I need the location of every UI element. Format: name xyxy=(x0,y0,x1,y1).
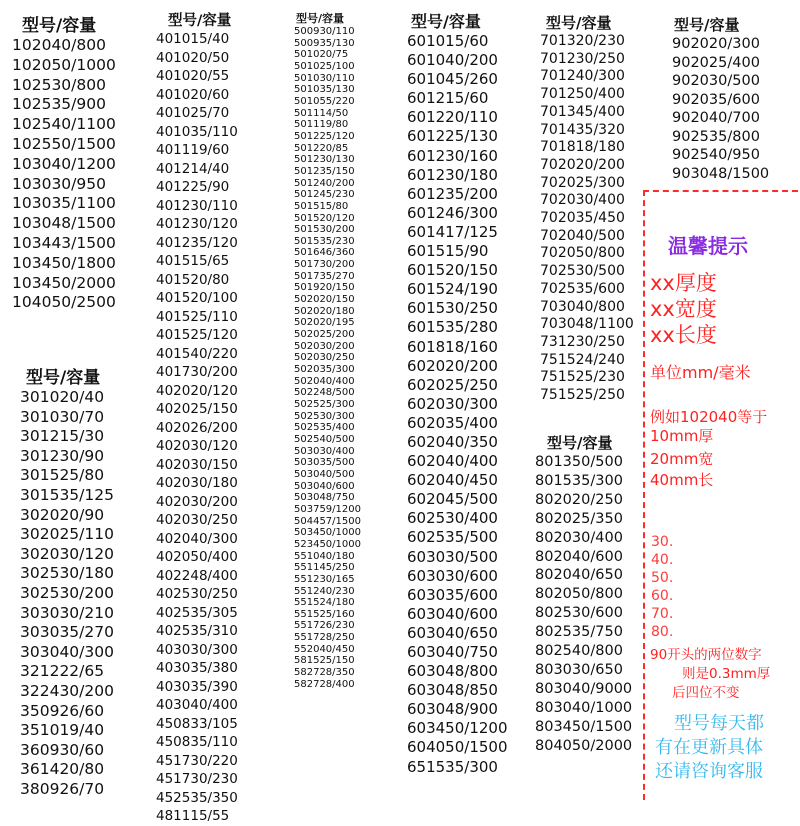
model-capacity-item: 401020/55 xyxy=(156,68,230,84)
model-capacity-item: 451730/220 xyxy=(156,752,238,769)
model-capacity-item: 603040/600 xyxy=(407,604,498,623)
model-capacity-item: 502020/180 xyxy=(294,305,355,317)
model-capacity-item: 603040/650 xyxy=(407,623,498,642)
model-capacity-item: 501055/220 xyxy=(294,95,355,107)
note-prefix: 60. xyxy=(651,588,674,604)
model-capacity-item: 401230/110 xyxy=(156,197,238,214)
model-capacity-item: 302530/200 xyxy=(20,583,114,602)
model-capacity-item: 902540/950 xyxy=(672,147,760,163)
model-capacity-item: 501920/150 xyxy=(294,282,355,294)
model-capacity-item: 703048/1100 xyxy=(540,316,634,333)
model-capacity-item: 401520/80 xyxy=(156,271,230,288)
note-example-width: 20mm宽 xyxy=(650,450,714,468)
note-width: xx宽度 xyxy=(650,297,717,321)
model-capacity-item: 401015/40 xyxy=(156,31,230,47)
model-capacity-item: 602025/250 xyxy=(407,375,498,394)
model-capacity-item: 603030/500 xyxy=(407,547,498,566)
model-capacity-item: 401119/60 xyxy=(156,142,230,158)
model-list xyxy=(294,26,361,690)
model-capacity-item: 551524/180 xyxy=(294,597,355,609)
model-capacity-item: 501735/270 xyxy=(294,270,355,282)
model-capacity-item: 803040/9000 xyxy=(535,680,633,697)
model-capacity-item: 403035/390 xyxy=(156,678,238,695)
note-rule-line-3: 后四位不变 xyxy=(672,685,740,701)
note-unit: 单位mm/毫米 xyxy=(650,363,751,382)
model-capacity-item: 450835/110 xyxy=(156,734,238,750)
note-example-thickness: 10mm厚 xyxy=(650,427,714,445)
model-capacity-item: 503040/500 xyxy=(294,468,355,480)
model-capacity-item: 602045/500 xyxy=(407,490,498,509)
model-capacity-item: 402025/150 xyxy=(156,401,238,417)
model-capacity-item: 502530/300 xyxy=(294,410,355,422)
column-600-series xyxy=(407,12,508,777)
model-capacity-item: 702535/600 xyxy=(540,280,625,297)
model-capacity-item: 902040/700 xyxy=(672,110,760,126)
model-capacity-item: 302030/120 xyxy=(20,544,114,563)
model-capacity-item: 502030/200 xyxy=(294,340,355,352)
model-capacity-item: 321222/65 xyxy=(20,662,105,681)
model-capacity-item: 501520/120 xyxy=(294,212,355,224)
model-capacity-item: 604050/1500 xyxy=(407,738,508,757)
model-capacity-item: 902035/600 xyxy=(672,91,760,108)
model-capacity-item: 552040/450 xyxy=(294,643,355,655)
model-capacity-item: 601040/200 xyxy=(407,51,498,70)
model-capacity-item: 902020/300 xyxy=(672,36,760,52)
model-capacity-item: 603035/600 xyxy=(407,585,498,604)
model-capacity-item: 301020/40 xyxy=(20,388,105,406)
column-400-series xyxy=(156,12,238,826)
model-capacity-item: 581525/150 xyxy=(294,655,355,667)
model-capacity-item: 501035/130 xyxy=(294,84,355,96)
model-capacity-item: 502040/400 xyxy=(294,375,355,387)
model-capacity-item: 501646/360 xyxy=(294,247,355,259)
model-capacity-item: 501530/200 xyxy=(294,224,355,236)
model-capacity-item: 802540/800 xyxy=(535,643,623,660)
note-length: xx长度 xyxy=(650,323,717,347)
model-capacity-item: 501515/80 xyxy=(294,200,349,212)
model-capacity-item: 501225/120 xyxy=(294,130,355,142)
column-header: 型号/容量 xyxy=(296,12,345,25)
model-capacity-item: 502248/500 xyxy=(294,387,355,399)
model-capacity-item: 803030/650 xyxy=(535,661,623,678)
model-capacity-item: 702040/500 xyxy=(540,227,625,244)
model-capacity-item: 602040/450 xyxy=(407,471,498,490)
model-capacity-item: 601246/300 xyxy=(407,203,498,222)
note-prefix: 80. xyxy=(651,624,674,640)
model-capacity-item: 702530/500 xyxy=(540,263,625,280)
model-capacity-item: 551145/250 xyxy=(294,562,355,574)
model-capacity-item: 603040/750 xyxy=(407,643,498,661)
model-capacity-item: 701250/400 xyxy=(540,86,625,103)
model-capacity-item: 502535/400 xyxy=(294,422,355,434)
model-capacity-item: 502525/300 xyxy=(294,399,355,410)
model-capacity-item: 302025/110 xyxy=(20,525,114,544)
model-capacity-item: 702025/300 xyxy=(540,174,625,191)
model-capacity-item: 601530/250 xyxy=(407,299,498,318)
update-notice-line-2: 有在更新具体 xyxy=(655,737,763,758)
model-capacity-item: 751524/240 xyxy=(540,351,625,368)
model-capacity-item: 501535/230 xyxy=(294,235,355,247)
model-capacity-item: 601015/60 xyxy=(407,32,489,50)
model-capacity-item: 503030/400 xyxy=(294,445,355,457)
model-capacity-item: 731230/250 xyxy=(540,333,625,350)
model-capacity-item: 501220/85 xyxy=(294,142,349,154)
model-capacity-item: 802030/400 xyxy=(535,529,623,546)
column-100-series xyxy=(12,16,116,313)
model-capacity-item: 401035/110 xyxy=(156,123,238,140)
column-header: 型号/容量 xyxy=(674,16,740,34)
model-capacity-item: 301535/125 xyxy=(20,485,114,504)
model-capacity-item: 702030/400 xyxy=(540,192,625,209)
model-capacity-item: 602030/300 xyxy=(407,394,498,413)
model-capacity-item: 601524/190 xyxy=(407,280,498,299)
model-capacity-item: 903048/1500 xyxy=(672,165,770,182)
model-capacity-item: 902535/800 xyxy=(672,128,760,145)
column-header: 型号/容量 xyxy=(411,12,481,31)
note-prefix: 30. xyxy=(651,534,674,550)
model-capacity-item: 503040/600 xyxy=(294,480,355,492)
model-capacity-item: 402535/310 xyxy=(156,623,238,639)
model-capacity-item: 902030/500 xyxy=(672,73,760,89)
model-capacity-item: 501114/50 xyxy=(294,107,349,119)
model-capacity-item: 102540/1100 xyxy=(12,115,116,134)
model-capacity-item: 501245/230 xyxy=(294,189,355,201)
model-capacity-item: 103040/1200 xyxy=(12,154,116,173)
model-capacity-item: 802040/650 xyxy=(535,567,623,584)
model-capacity-item: 403035/380 xyxy=(156,660,238,676)
model-capacity-item: 701230/250 xyxy=(540,50,625,67)
model-capacity-item: 602040/350 xyxy=(407,432,498,451)
model-capacity-item: 601230/180 xyxy=(407,165,498,184)
model-capacity-item: 751525/250 xyxy=(540,387,625,404)
model-capacity-item: 902025/400 xyxy=(672,54,760,71)
model-capacity-item: 802530/600 xyxy=(535,605,623,622)
model-capacity-item: 402248/400 xyxy=(156,567,238,584)
model-capacity-item: 302020/90 xyxy=(20,505,105,524)
model-capacity-item: 582728/350 xyxy=(294,667,355,679)
model-capacity-item: 401525/120 xyxy=(156,327,238,343)
model-capacity-item: 402535/305 xyxy=(156,604,238,621)
model-capacity-item: 803040/1000 xyxy=(535,699,633,716)
model-capacity-item: 452535/350 xyxy=(156,789,238,806)
model-capacity-item: 602530/400 xyxy=(407,509,498,528)
model-capacity-item: 701240/300 xyxy=(540,68,625,85)
model-capacity-item: 804050/2000 xyxy=(535,737,633,754)
model-capacity-item: 401025/70 xyxy=(156,105,230,121)
model-capacity-item: 103450/2000 xyxy=(12,273,116,292)
model-capacity-item: 401214/40 xyxy=(156,160,230,177)
model-capacity-item: 301525/80 xyxy=(20,466,105,485)
model-capacity-item: 702050/800 xyxy=(540,245,625,262)
note-example: 例如102040等于 xyxy=(650,408,768,426)
model-capacity-item: 104050/2500 xyxy=(12,293,116,312)
model-capacity-item: 502020/195 xyxy=(294,317,355,329)
model-capacity-item: 651535/300 xyxy=(407,757,498,776)
model-capacity-item: 502540/500 xyxy=(294,433,355,445)
model-capacity-item: 802020/250 xyxy=(535,491,623,508)
model-capacity-item: 701818/180 xyxy=(540,139,625,156)
model-capacity-item: 603048/850 xyxy=(407,681,498,700)
column-500-series xyxy=(294,12,361,690)
model-capacity-item: 401515/65 xyxy=(156,253,230,269)
model-capacity-item: 401540/220 xyxy=(156,345,238,362)
model-capacity-item: 401020/60 xyxy=(156,86,230,103)
model-capacity-item: 702035/450 xyxy=(540,210,625,227)
model-capacity-item: 701345/400 xyxy=(540,103,625,120)
model-capacity-item: 603030/600 xyxy=(407,566,498,585)
model-capacity-item: 551525/160 xyxy=(294,608,355,620)
model-capacity-item: 601045/260 xyxy=(407,70,498,89)
note-thickness: xx厚度 xyxy=(650,271,717,295)
model-capacity-item: 301215/30 xyxy=(20,427,105,446)
model-capacity-item: 503450/1000 xyxy=(294,527,361,539)
model-capacity-item: 303030/210 xyxy=(20,603,114,622)
model-capacity-item: 701320/230 xyxy=(540,33,625,49)
model-capacity-item: 501030/110 xyxy=(294,72,355,84)
model-capacity-item: 602040/400 xyxy=(407,452,498,471)
model-capacity-item: 802040/600 xyxy=(535,548,623,565)
model-capacity-item: 103030/950 xyxy=(12,174,106,193)
model-capacity-item: 582728/400 xyxy=(294,678,355,690)
model-capacity-item: 802025/350 xyxy=(535,510,623,527)
model-capacity-item: 301230/90 xyxy=(20,446,105,465)
note-prefix: 50. xyxy=(651,570,674,586)
model-capacity-item: 501730/200 xyxy=(294,259,355,271)
model-capacity-item: 350926/60 xyxy=(20,701,105,720)
model-capacity-item: 601215/60 xyxy=(407,89,489,108)
model-capacity-item: 360930/60 xyxy=(20,740,105,759)
model-capacity-item: 103450/1800 xyxy=(12,253,116,272)
model-list xyxy=(12,36,116,313)
notes-title: 温馨提示 xyxy=(668,234,748,258)
model-capacity-item: 501025/100 xyxy=(294,60,355,72)
model-capacity-item: 603048/800 xyxy=(407,662,498,681)
model-capacity-item: 702020/200 xyxy=(540,156,625,173)
model-capacity-item: 402030/120 xyxy=(156,438,238,454)
model-capacity-item: 402030/150 xyxy=(156,456,238,473)
note-prefix: 40. xyxy=(651,552,674,568)
model-capacity-item: 481115/55 xyxy=(156,808,230,824)
model-capacity-item: 551240/230 xyxy=(294,585,355,597)
model-capacity-item: 501230/130 xyxy=(294,154,355,166)
model-capacity-item: 551726/230 xyxy=(294,620,355,632)
model-capacity-item: 403030/300 xyxy=(156,641,238,658)
model-capacity-item: 500935/130 xyxy=(294,37,355,49)
model-capacity-item: 102530/800 xyxy=(12,75,106,94)
model-capacity-item: 402020/120 xyxy=(156,382,238,399)
model-capacity-item: 103443/1500 xyxy=(12,233,116,252)
model-capacity-item: 301030/70 xyxy=(20,407,105,426)
column-300-series xyxy=(20,368,114,799)
column-header: 型号/容量 xyxy=(26,368,101,388)
model-capacity-item: 102040/800 xyxy=(12,36,106,54)
model-capacity-item: 551230/165 xyxy=(294,573,355,585)
model-list xyxy=(20,388,114,799)
model-capacity-item: 103035/1100 xyxy=(12,194,116,213)
model-capacity-item: 402040/300 xyxy=(156,530,238,547)
model-capacity-item: 403040/400 xyxy=(156,697,238,713)
model-capacity-item: 303035/270 xyxy=(20,623,114,642)
note-rule-line-2: 则是0.3mm厚 xyxy=(682,666,771,682)
model-capacity-item: 401230/120 xyxy=(156,216,238,232)
model-capacity-item: 601515/90 xyxy=(407,242,489,261)
model-capacity-item: 501020/75 xyxy=(294,49,349,61)
column-800-series xyxy=(535,434,632,756)
model-capacity-item: 402050/400 xyxy=(156,549,238,565)
model-capacity-item: 502020/150 xyxy=(294,294,355,306)
model-capacity-item: 802535/750 xyxy=(535,624,623,641)
model-capacity-item: 401520/100 xyxy=(156,290,238,306)
model-capacity-item: 401730/200 xyxy=(156,364,238,380)
model-capacity-item: 451730/230 xyxy=(156,771,238,787)
column-header: 型号/容量 xyxy=(546,14,612,32)
model-capacity-item: 551040/180 xyxy=(294,550,355,562)
model-capacity-item: 351019/40 xyxy=(20,721,105,740)
model-capacity-item: 601417/125 xyxy=(407,222,498,241)
model-capacity-item: 803450/1500 xyxy=(535,718,633,735)
column-header: 型号/容量 xyxy=(22,16,97,36)
model-list xyxy=(156,30,238,826)
model-capacity-item: 361420/80 xyxy=(20,760,105,779)
note-rule-line-1: 90开头的两位数字 xyxy=(650,647,762,663)
model-capacity-item: 402030/250 xyxy=(156,512,238,528)
model-capacity-item: 501119/80 xyxy=(294,119,349,131)
model-capacity-item: 523450/1000 xyxy=(294,538,361,550)
model-capacity-item: 402026/200 xyxy=(156,419,238,436)
model-capacity-item: 303040/300 xyxy=(20,642,114,661)
model-capacity-item: 603048/900 xyxy=(407,700,498,719)
column-700-series xyxy=(540,14,634,405)
model-capacity-item: 601220/110 xyxy=(407,108,498,127)
model-capacity-item: 602035/400 xyxy=(407,413,498,432)
model-capacity-item: 601235/200 xyxy=(407,184,498,203)
model-capacity-item: 102535/900 xyxy=(12,95,106,114)
model-capacity-item: 751525/230 xyxy=(540,369,625,386)
model-capacity-item: 401020/50 xyxy=(156,49,230,66)
model-capacity-item: 801535/300 xyxy=(535,472,623,489)
model-capacity-item: 503048/750 xyxy=(294,492,355,504)
model-capacity-item: 302530/180 xyxy=(20,564,114,583)
model-capacity-item: 102050/1000 xyxy=(12,55,116,74)
model-capacity-item: 402030/180 xyxy=(156,475,238,491)
model-capacity-item: 401525/110 xyxy=(156,308,238,325)
model-capacity-item: 503759/1200 xyxy=(294,503,361,515)
model-capacity-item: 380926/70 xyxy=(20,779,105,798)
model-capacity-item: 703040/800 xyxy=(540,298,625,315)
model-list xyxy=(407,32,508,777)
column-header: 型号/容量 xyxy=(168,13,232,29)
model-capacity-item: 601230/160 xyxy=(407,146,498,165)
model-capacity-item: 102550/1500 xyxy=(12,134,116,153)
model-capacity-item: 402530/250 xyxy=(156,586,238,602)
model-capacity-item: 322430/200 xyxy=(20,681,114,700)
model-capacity-item: 601818/160 xyxy=(407,337,498,356)
model-capacity-item: 503035/500 xyxy=(294,457,355,469)
model-capacity-item: 502030/250 xyxy=(294,352,355,364)
model-capacity-item: 501235/150 xyxy=(294,165,355,177)
model-capacity-item: 402030/200 xyxy=(156,493,238,510)
note-example-length: 40mm长 xyxy=(650,471,714,489)
model-capacity-item: 502025/200 xyxy=(294,329,355,341)
update-notice-line-1: 型号每天都 xyxy=(674,713,764,734)
model-capacity-item: 602535/500 xyxy=(407,528,498,547)
model-list xyxy=(672,35,769,183)
model-capacity-item: 501240/200 xyxy=(294,177,355,189)
model-list xyxy=(535,453,632,756)
model-capacity-item: 601225/130 xyxy=(407,127,498,146)
model-capacity-item: 601520/150 xyxy=(407,261,498,280)
column-header: 型号/容量 xyxy=(547,434,613,452)
model-capacity-item: 103048/1500 xyxy=(12,214,116,233)
model-capacity-item: 802050/800 xyxy=(535,586,623,603)
model-capacity-item: 401235/120 xyxy=(156,234,238,251)
update-notice-line-3: 还请咨询客服 xyxy=(655,761,763,782)
model-capacity-item: 551728/250 xyxy=(294,632,355,644)
model-capacity-item: 603450/1200 xyxy=(407,719,508,738)
model-capacity-item: 601535/280 xyxy=(407,318,498,337)
column-900-series xyxy=(672,16,769,183)
model-capacity-item: 504457/1500 xyxy=(294,515,361,527)
model-capacity-item: 450833/105 xyxy=(156,715,238,732)
model-capacity-item: 401225/90 xyxy=(156,179,230,195)
model-capacity-item: 502035/300 xyxy=(294,364,355,376)
model-capacity-item: 500930/110 xyxy=(294,26,355,37)
model-capacity-item: 801350/500 xyxy=(535,454,623,470)
note-prefix: 70. xyxy=(651,606,674,622)
model-capacity-item: 602020/200 xyxy=(407,356,498,375)
model-capacity-item: 701435/320 xyxy=(540,121,625,138)
model-list xyxy=(540,33,634,405)
